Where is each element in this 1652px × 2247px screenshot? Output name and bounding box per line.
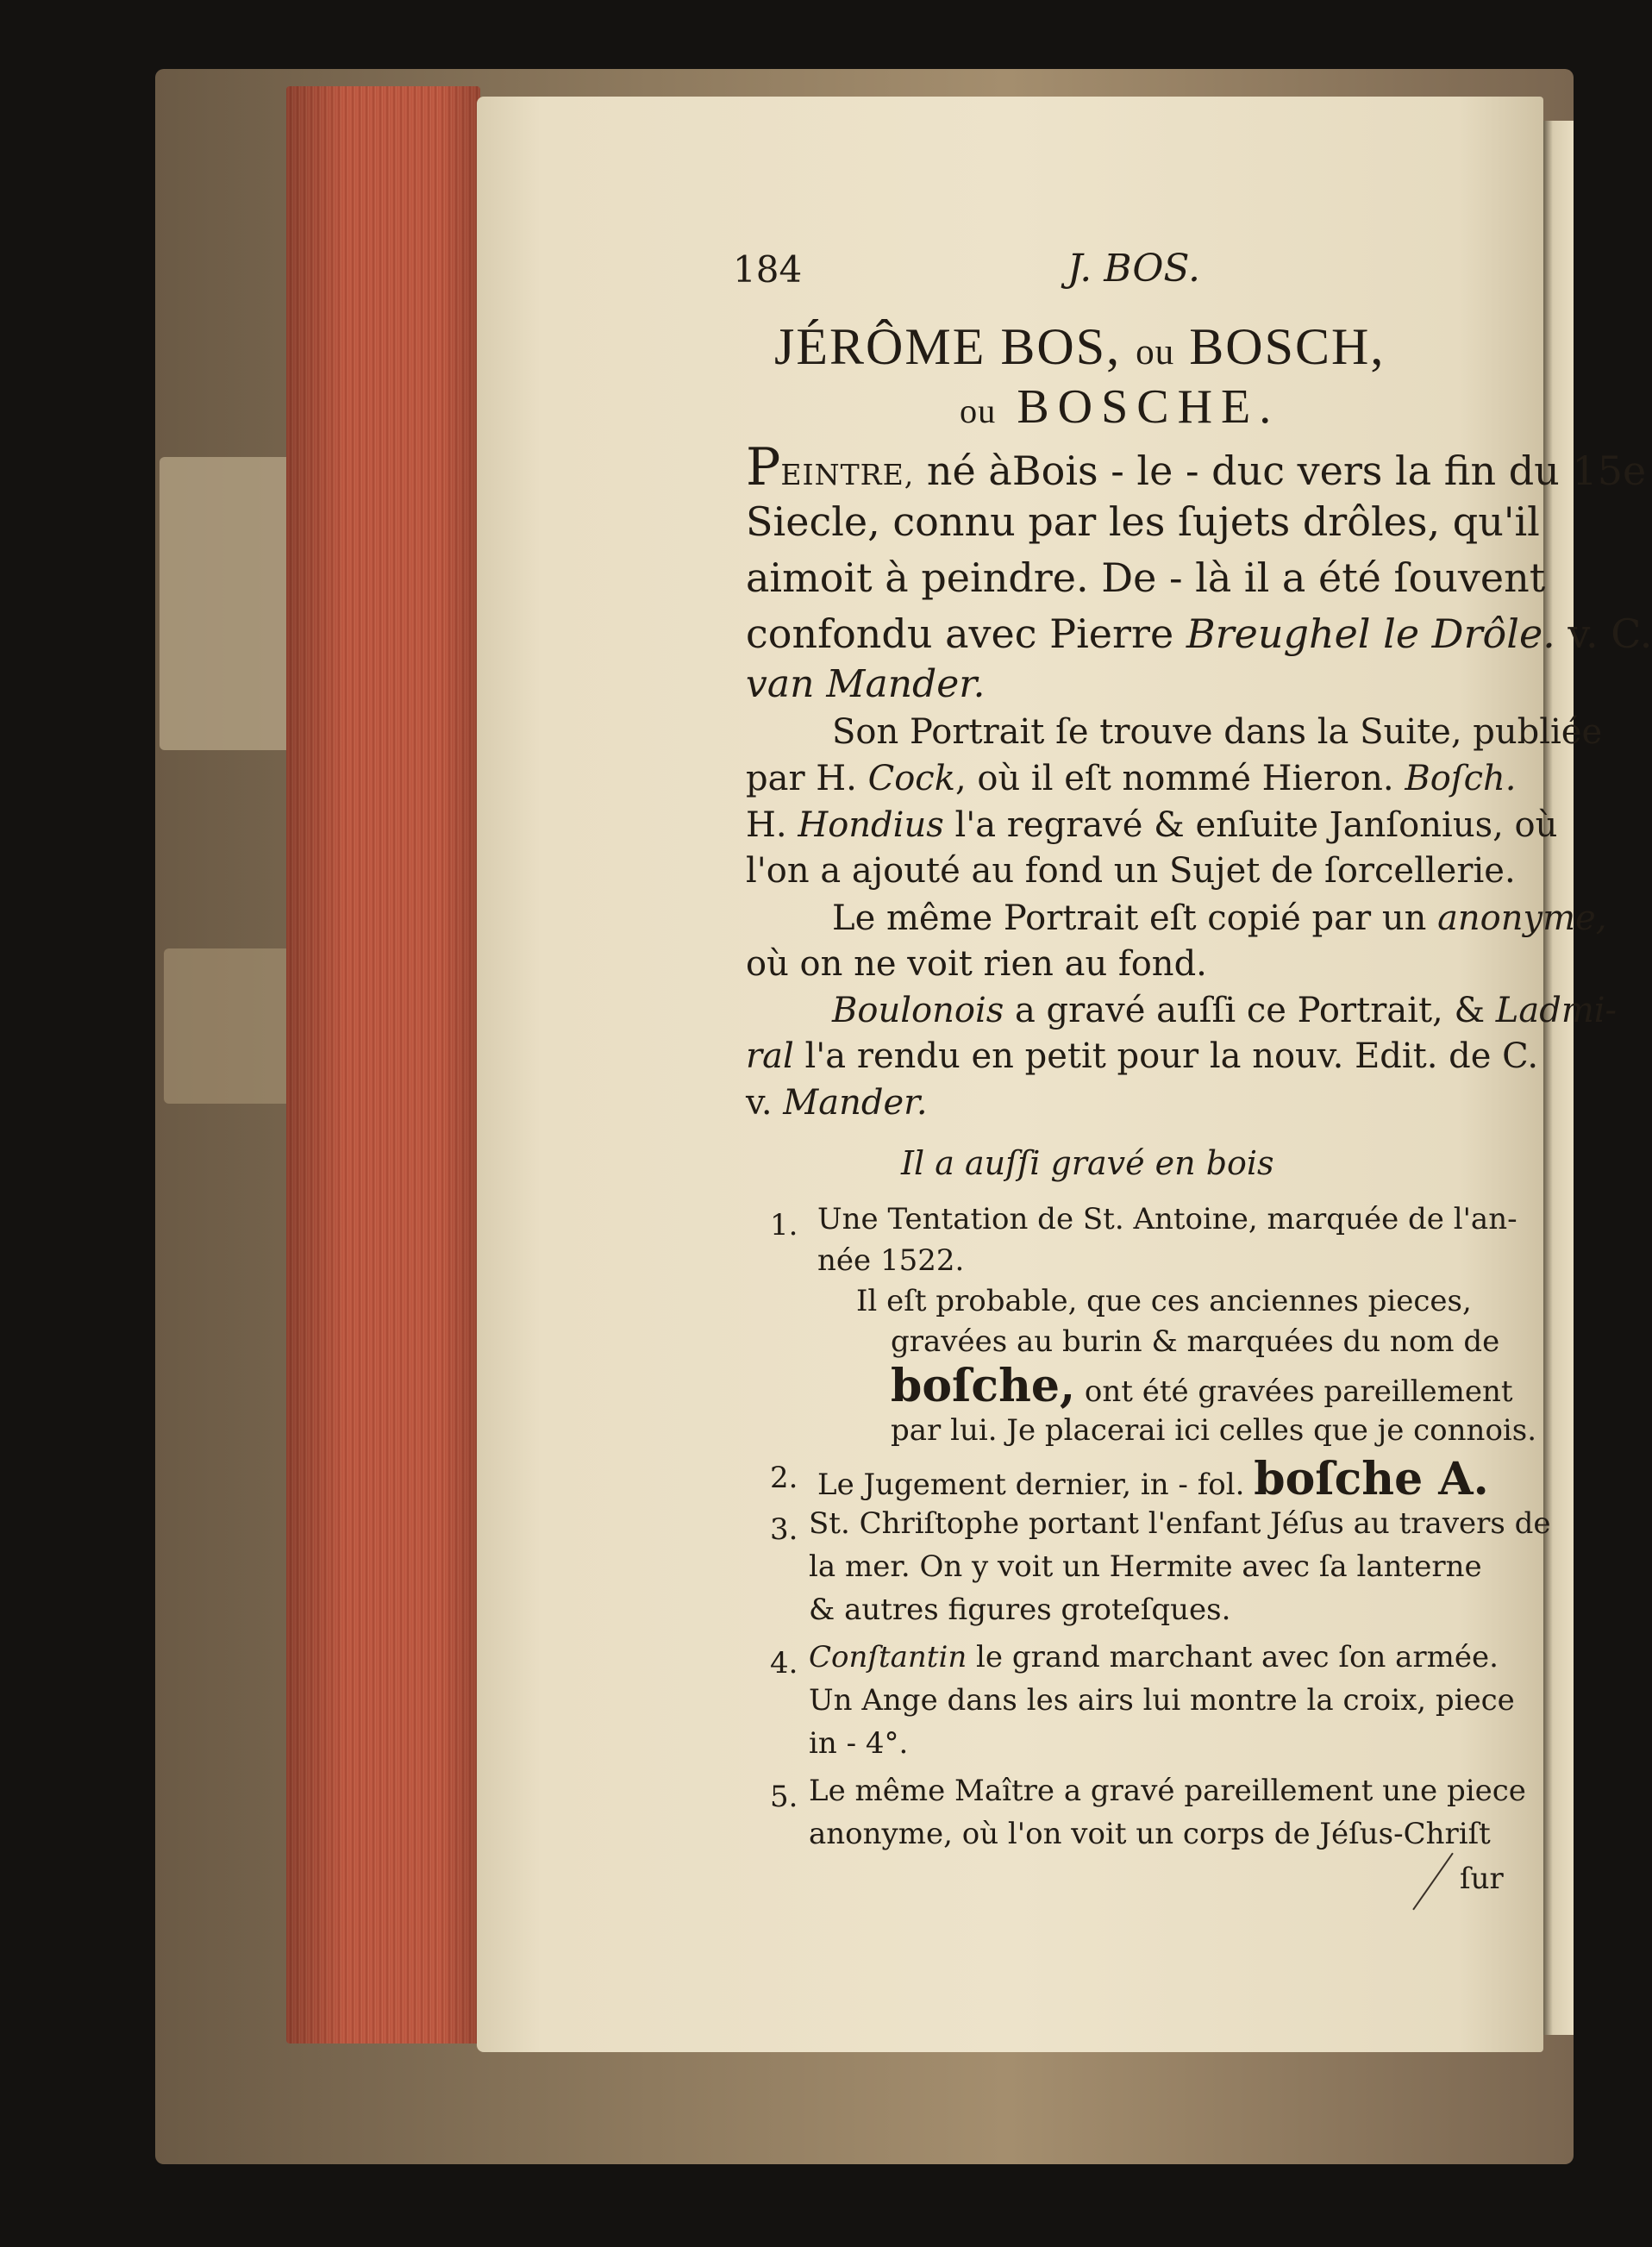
portrait-line-3 <box>746 805 1558 845</box>
item-italic: Conſtantin <box>809 1640 967 1674</box>
pencil-mark <box>1412 1853 1454 1911</box>
intro-text: v. C. <box>1555 610 1652 657</box>
note-line-3 <box>891 1360 1513 1412</box>
portrait-text: par H. <box>746 759 868 798</box>
title-line-2 <box>960 380 1280 434</box>
item-2-number: 2. <box>770 1461 798 1495</box>
facing-page-edge <box>1539 121 1574 2035</box>
portrait-italic: ral <box>746 1036 794 1076</box>
item-5-line-2: anonyme, où l'on voit un corps de Jéſus-Chriſt <box>809 1817 1491 1851</box>
portrait-line-2 <box>746 761 1517 796</box>
item-4-line-3: in - 4°. <box>809 1726 909 1761</box>
portrait3-line-2 <box>746 1036 1539 1076</box>
intro-line-1 <box>746 437 1647 498</box>
item-1-line-1: Une Tentation de St. Antoine, marquée de l'an- <box>817 1202 1517 1236</box>
portrait-text: H. <box>746 805 798 845</box>
note-text: ont été gravées pareillement <box>1075 1374 1513 1409</box>
blackletter-word: boſche, <box>891 1360 1076 1412</box>
intro-smallcaps: EINTRE, <box>780 458 915 491</box>
note-line-1: Il eſt probable, que ces anciennes pieces, <box>856 1284 1472 1318</box>
intro-text: confondu avec Pierre <box>746 610 1186 657</box>
intro-line-5: van Mander. <box>746 662 986 706</box>
book-page <box>477 97 1652 2052</box>
portrait-text: l'a regravé & enſuite Janſonius, où <box>943 805 1558 845</box>
portrait-text: Le même Portrait eſt copié par un <box>832 898 1438 938</box>
item-3-line-2: la mer. On y voit un Hermite avec ſa lanterne <box>809 1549 1482 1584</box>
portrait-italic: Hondius <box>798 805 944 845</box>
title-ou: ou <box>1136 332 1175 372</box>
portrait-text: v. <box>746 1083 784 1123</box>
item-3-line-1: St. Chriſtophe portant l'enfant Jéſus au travers de <box>809 1506 1551 1541</box>
item-1-number: 1. <box>770 1208 798 1242</box>
portrait-text: , où il eſt nommé Hieron. <box>954 759 1405 798</box>
intro-line-3: aimoit à peindre. De - là il a été ſouvent <box>746 554 1546 601</box>
cover-wear-patch <box>164 948 293 1104</box>
portrait-italic: Cock <box>867 759 955 798</box>
intro-text: né àBois - le - duc vers la fin du 15e <box>914 448 1647 494</box>
cover-wear-patch <box>160 457 297 750</box>
catchword: ſur <box>1460 1862 1504 1896</box>
portrait3-line-1 <box>832 993 1617 1028</box>
title-bosch: BOSCH, <box>1189 318 1386 375</box>
intro-line-2: Siecle, connu par les ſujets drôles, qu'il <box>746 498 1540 545</box>
portrait-italic: anonyme, <box>1437 898 1607 938</box>
item-1-line-2: née 1522. <box>817 1243 965 1278</box>
item-2-line-1 <box>817 1453 1489 1505</box>
title-line-1 <box>774 318 1386 375</box>
item-text: Le Jugement dernier, in - fol. <box>817 1468 1255 1502</box>
item-4-line-1 <box>809 1640 1499 1674</box>
note-line-2: gravées au burin & marquées du nom de <box>891 1324 1500 1359</box>
portrait3-line-3 <box>746 1083 928 1123</box>
item-4-line-2: Un Ange dans les airs lui montre la croix, piece <box>809 1683 1515 1718</box>
portrait-italic: Ladmi- <box>1495 991 1618 1030</box>
portrait-line-4: l'on a ajouté au fond un Sujet de ſorcellerie. <box>746 851 1516 891</box>
item-3-line-3: & autres figures groteſques. <box>809 1593 1231 1627</box>
drop-cap: P <box>746 437 781 498</box>
portrait2-line-2: où on ne voit rien au fond. <box>746 944 1207 984</box>
intro-italic: Breughel le Drôle. <box>1186 610 1555 657</box>
running-head: J. BOS. <box>1067 247 1200 291</box>
portrait-line-1: Son Portrait ſe trouve dans la Suite, publiée <box>832 712 1603 752</box>
title-ou-2: ou <box>960 391 997 430</box>
section-subheading: Il a auſſi gravé en bois <box>901 1144 1274 1182</box>
portrait-text: l'a rendu en petit pour la nouv. Edit. de C. <box>793 1036 1539 1076</box>
portrait-italic: Boulonois <box>832 991 1004 1030</box>
item-4-number: 4. <box>770 1646 798 1681</box>
blackletter-word: boſche A. <box>1254 1453 1489 1505</box>
page-number: 184 <box>733 248 803 291</box>
item-3-number: 3. <box>770 1512 798 1547</box>
item-text: le grand marchant avec ſon armée. <box>967 1640 1499 1674</box>
title-name: JÉRÔME BOS, <box>774 318 1122 375</box>
portrait-text: a gravé auſſi ce Portrait, & <box>1004 991 1496 1030</box>
intro-line-4 <box>746 610 1652 657</box>
note-line-4: par lui. Je placerai ici celles que je connois. <box>891 1413 1537 1448</box>
page-edge-shadow <box>286 86 480 2044</box>
title-bosche: BOSCHE. <box>1017 380 1280 434</box>
item-5-line-1: Le même Maître a gravé pareillement une piece <box>809 1774 1526 1808</box>
item-5-number: 5. <box>770 1780 798 1814</box>
portrait-italic: Mander. <box>783 1083 928 1123</box>
portrait-italic: Boſch. <box>1405 759 1517 798</box>
portrait2-line-1 <box>832 898 1607 938</box>
